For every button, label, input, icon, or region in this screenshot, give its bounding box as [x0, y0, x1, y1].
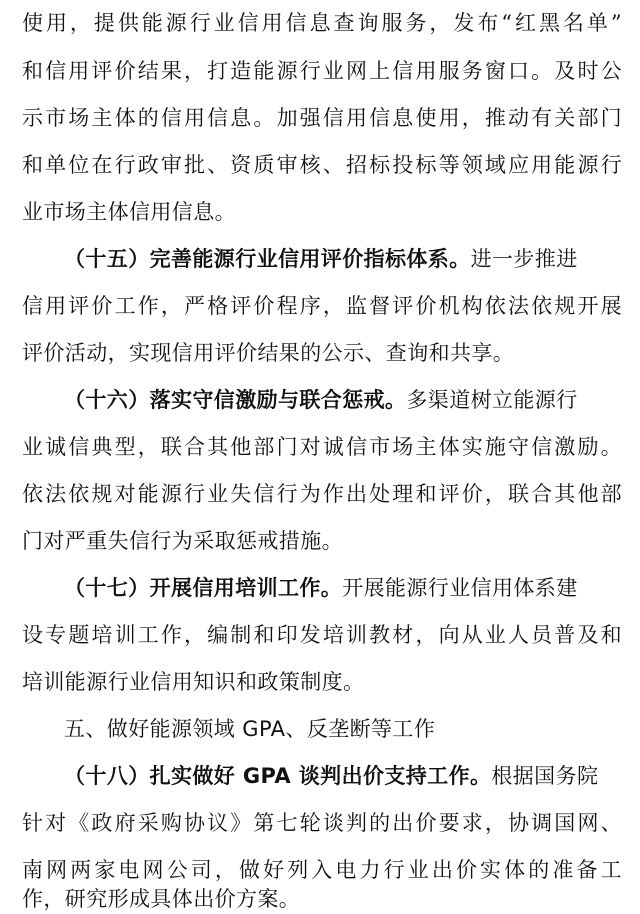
paragraph-line: 业市场主体信用信息。	[22, 200, 236, 224]
paragraph-line: 依法依规对能源行业失信行为作出处理和评价，联合其他部	[22, 482, 622, 506]
chapter-heading: 五、做好能源领域 GPA、反垄断等工作	[64, 717, 436, 741]
paragraph-line: 使用，提供能源行业信用信息查询服务，发布“红黑名单”	[22, 11, 622, 35]
section-18-first-line	[64, 761, 622, 791]
paragraph-line: 和信用评价结果，打造能源行业网上信用服务窗口。及时公	[22, 59, 622, 83]
section-heading: （十五）完善能源行业信用评价指标体系。	[64, 247, 471, 271]
section-16-first-line	[64, 385, 622, 415]
paragraph-line: 设专题培训工作，编制和印发培训教材，向从业人员普及和	[22, 623, 622, 647]
section-heading: （十六）落实守信激励与联合惩戒。	[64, 388, 407, 412]
section-text: 进一步推进	[470, 247, 578, 271]
paragraph-line: 业诚信典型，联合其他部门对诚信市场主体实施守信激励。	[22, 435, 622, 459]
section-text: 开展能源行业信用体系建	[342, 576, 578, 600]
paragraph-line: 信用评价工作，严格评价程序，监督评价机构依法依规开展	[22, 294, 622, 318]
paragraph-line: 培训能源行业信用知识和政策制度。	[22, 670, 365, 694]
paragraph-line: 和单位在行政审批、资质审核、招标投标等领域应用能源行	[22, 153, 622, 177]
section-15-first-line	[64, 244, 622, 274]
section-text: 多渠道树立能源行	[406, 388, 578, 412]
paragraph-line: 针对《政府采购协议》第七轮谈判的出价要求，协调国网、	[22, 811, 622, 835]
paragraph-line: 示市场主体的信用信息。加强信用信息使用，推动有关部门	[22, 106, 622, 130]
section-heading: （十八）扎实做好 GPA 谈判出价支持工作。	[64, 764, 492, 788]
section-17-first-line	[64, 573, 622, 603]
paragraph-line: 门对严重失信行为采取惩戒措施。	[22, 529, 343, 553]
paragraph-line: 南网两家电网公司，做好列入电力行业出价实体的准备工	[22, 858, 622, 882]
section-heading: （十七）开展信用培训工作。	[64, 576, 343, 600]
paragraph-line: 评价活动，实现信用评价结果的公示、查询和共享。	[22, 341, 515, 365]
paragraph-line: 作，研究形成具体出价方案。	[22, 887, 301, 911]
section-text: 根据国务院	[491, 764, 599, 788]
